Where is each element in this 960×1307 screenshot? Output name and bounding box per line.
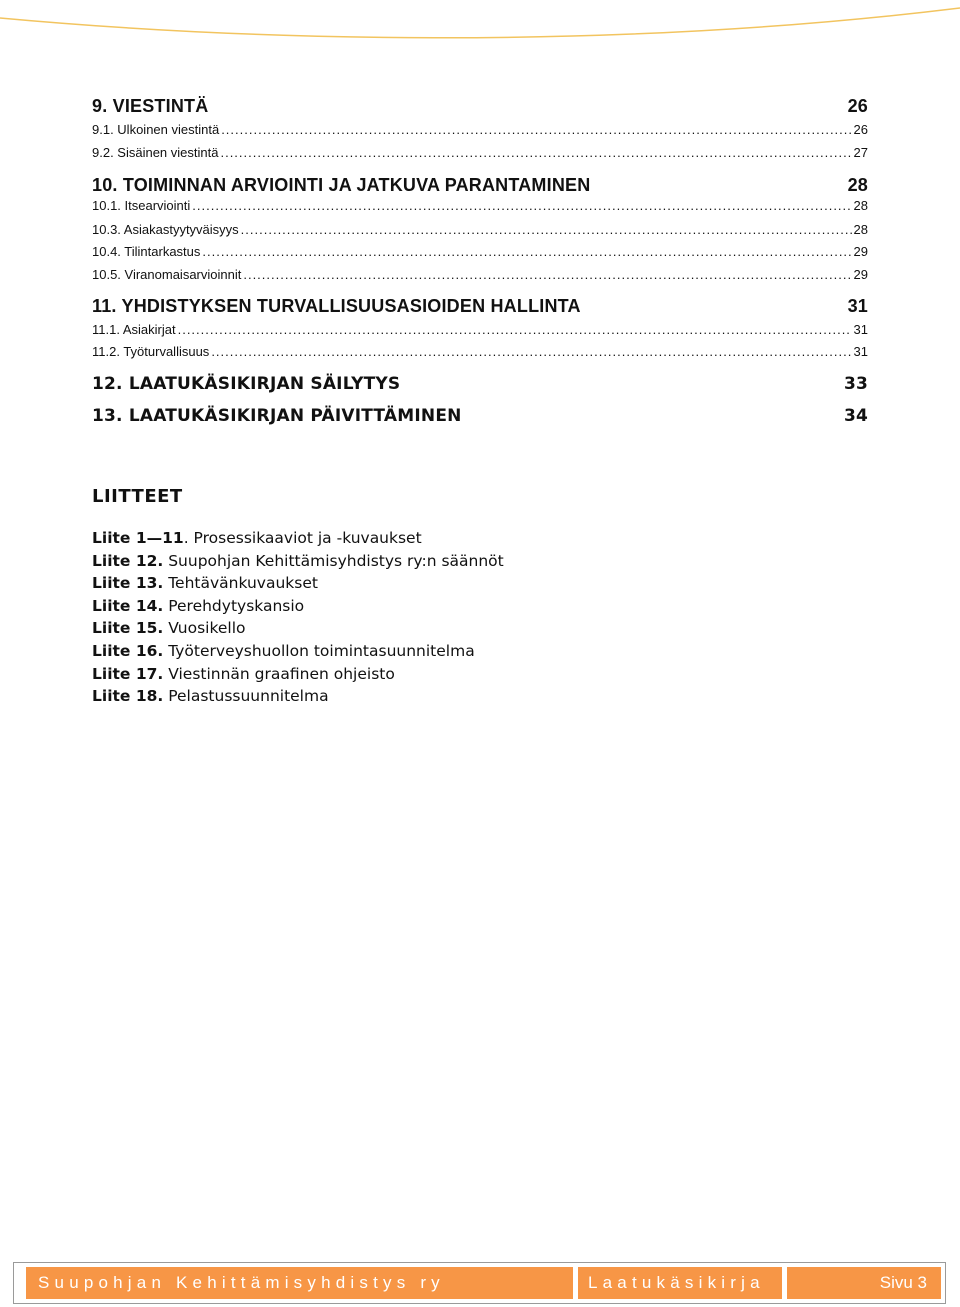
attachment-item [92, 665, 395, 683]
attachment-text: Työterveyshuollon toimintasuunnitelma [163, 642, 475, 660]
toc-page-number: 31 [853, 344, 868, 359]
toc-page-number: 28 [847, 175, 868, 195]
toc-page-number: 29 [853, 244, 868, 259]
toc-page-number: 34 [843, 406, 868, 426]
toc-entry[interactable] [92, 222, 868, 237]
page-footer [13, 1262, 946, 1304]
toc-entry[interactable] [92, 344, 868, 359]
attachment-text: Perehdytyskansio [163, 596, 305, 615]
toc-page-number: 29 [853, 267, 868, 282]
footer-page-number: Sivu 3 [787, 1267, 941, 1299]
toc-entry[interactable] [92, 244, 868, 259]
attachment-label: Liite 17. [92, 664, 164, 683]
toc-leader-dots [243, 267, 851, 282]
toc-title: 10. TOIMINNAN ARVIOINTI JA JATKUVA PARANTAMINEN [92, 175, 591, 195]
attachment-text: . Prosessikaaviot ja -kuvaukset [183, 529, 422, 547]
toc-heading[interactable] [92, 96, 868, 117]
attachment-label: Liite 15. [92, 619, 164, 638]
toc-page-number: 33 [843, 374, 868, 394]
toc-page-number: 28 [853, 222, 868, 237]
toc-page-number: 27 [853, 145, 868, 160]
attachment-item [92, 619, 246, 637]
attachment-item [92, 642, 475, 660]
toc-leader-dots [241, 222, 852, 237]
attachment-item [92, 597, 304, 615]
attachment-text: Suupohjan Kehittämisyhdistys ry:n säännöt [163, 551, 504, 570]
attachment-text: Pelastussuunnitelma [163, 687, 329, 706]
attachment-label: Liite 16. [92, 642, 164, 660]
toc-leader-dots [221, 122, 851, 137]
toc-title: 13. LAATUKÄSIKIRJAN PÄIVITTÄMINEN [92, 406, 462, 426]
toc-title: 10.4. Tilintarkastus [92, 244, 201, 259]
toc-page-number: 26 [847, 96, 868, 116]
toc-title: 9.1. Ulkoinen viestintä [92, 122, 220, 137]
toc-title: 11.2. Työturvallisuus [92, 344, 210, 359]
attachment-item [92, 687, 329, 705]
attachment-label: Liite 13. [92, 574, 164, 593]
toc-leader-dots [178, 322, 852, 337]
toc-heading[interactable] [92, 296, 868, 317]
toc-entry[interactable] [92, 322, 868, 337]
toc-entry[interactable] [92, 267, 868, 282]
toc-page-number: 31 [853, 322, 868, 337]
attachment-label: Liite 14. [92, 596, 164, 615]
toc-title: 10.5. Viranomaisarvioinnit [92, 267, 242, 282]
toc-page-number: 26 [853, 122, 868, 137]
toc-leader-dots [211, 344, 851, 359]
toc-entry[interactable] [92, 198, 868, 213]
toc-leader-dots [220, 145, 851, 160]
toc-entry[interactable] [92, 122, 868, 137]
toc-title: 11.1. Asiakirjat [92, 322, 176, 337]
toc-heading[interactable] [92, 406, 868, 426]
toc-title: 9. VIESTINTÄ [92, 96, 209, 116]
toc-title: 10.1. Itsearviointi [92, 198, 191, 213]
attachment-text: Vuosikello [163, 619, 246, 638]
attachment-label: Liite 1—11 [92, 529, 184, 547]
toc-entry[interactable] [92, 145, 868, 160]
toc-title: 12. LAATUKÄSIKIRJAN SÄILYTYS [92, 374, 401, 394]
attachment-label: Liite 18. [92, 687, 164, 706]
toc-title: 9.2. Sisäinen viestintä [92, 145, 219, 160]
attachments-heading: LIITTEET [92, 486, 183, 507]
toc-leader-dots [202, 244, 851, 259]
attachment-label: Liite 12. [92, 551, 164, 570]
attachment-text: Viestinnän graafinen ohjeisto [163, 664, 395, 683]
toc-heading[interactable] [92, 374, 868, 394]
toc-page-number: 31 [847, 296, 868, 316]
decorative-curve [0, 0, 960, 60]
attachment-item [92, 574, 318, 592]
toc-title: 10.3. Asiakastyytyväisyys [92, 222, 239, 237]
attachment-item [92, 552, 504, 570]
footer-organization: Suupohjan Kehittämisyhdistys ry [26, 1267, 573, 1299]
attachment-text: Tehtävänkuvaukset [163, 574, 318, 593]
toc-page-number: 28 [853, 198, 868, 213]
attachment-item [92, 529, 422, 547]
toc-heading[interactable] [92, 175, 868, 196]
footer-document-title: Laatukäsikirja [578, 1267, 782, 1299]
toc-leader-dots [192, 198, 851, 213]
toc-title: 11. YHDISTYKSEN TURVALLISUUSASIOIDEN HALLINTA [92, 296, 581, 316]
